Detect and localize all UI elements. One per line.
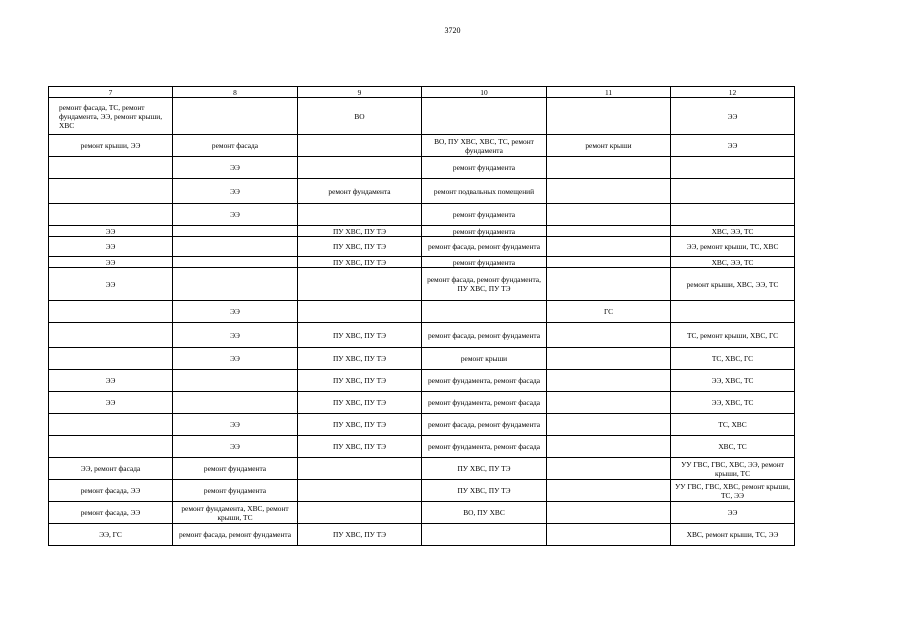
table-cell-col-7: ЭЭ bbox=[49, 392, 173, 414]
table-row bbox=[49, 323, 795, 348]
table-row bbox=[49, 237, 795, 257]
table-cell-col-7 bbox=[49, 179, 173, 204]
column-header-10: 10 bbox=[422, 87, 547, 98]
table-header bbox=[49, 87, 795, 98]
table-cell-col-10: ремонт фундамента, ремонт фасада bbox=[422, 392, 547, 414]
table-cell-col-12: ЭЭ bbox=[671, 502, 795, 524]
table-row bbox=[49, 370, 795, 392]
table-cell-col-11 bbox=[547, 257, 671, 268]
table-cell-col-9: ремонт фундамента bbox=[298, 179, 422, 204]
table-cell-col-9: ПУ ХВС, ПУ ТЭ bbox=[298, 414, 422, 436]
table-cell-col-8 bbox=[173, 370, 298, 392]
table-cell-col-9: ВО bbox=[298, 98, 422, 135]
table-cell-col-9: ПУ ХВС, ПУ ТЭ bbox=[298, 226, 422, 237]
table-body bbox=[49, 98, 795, 546]
table-cell-col-11 bbox=[547, 157, 671, 179]
table-row bbox=[49, 502, 795, 524]
table-cell-col-10: ВО, ПУ ХВС, ХВС, ТС, ремонт фундамента bbox=[422, 135, 547, 157]
table-cell-col-8: ЭЭ bbox=[173, 179, 298, 204]
page-number: 3720 bbox=[444, 26, 461, 35]
table-cell-col-9 bbox=[298, 268, 422, 301]
table-row bbox=[49, 204, 795, 226]
table-cell-col-8: ремонт фасада bbox=[173, 135, 298, 157]
table-cell-col-10: ремонт крыши bbox=[422, 348, 547, 370]
table-cell-col-8: ЭЭ bbox=[173, 348, 298, 370]
table-cell-col-7 bbox=[49, 436, 173, 458]
table-row bbox=[49, 257, 795, 268]
table-row bbox=[49, 524, 795, 546]
table-cell-col-8: ремонт фасада, ремонт фундамента bbox=[173, 524, 298, 546]
table-cell-col-10: ремонт фасада, ремонт фундамента bbox=[422, 323, 547, 348]
table-cell-col-12: ХВС, ЭЭ, ТС bbox=[671, 226, 795, 237]
table-cell-col-9: ПУ ХВС, ПУ ТЭ bbox=[298, 370, 422, 392]
table-cell-col-11 bbox=[547, 392, 671, 414]
table-cell-col-9 bbox=[298, 458, 422, 480]
table-cell-col-7 bbox=[49, 414, 173, 436]
table-cell-col-8: ремонт фундамента bbox=[173, 480, 298, 502]
table-cell-col-10: ПУ ХВС, ПУ ТЭ bbox=[422, 458, 547, 480]
table-cell-col-12: ЭЭ, ХВС, ТС bbox=[671, 392, 795, 414]
table-cell-col-12 bbox=[671, 179, 795, 204]
table-cell-col-7: ремонт фасада, ЭЭ bbox=[49, 502, 173, 524]
table-cell-col-8: ремонт фундамента bbox=[173, 458, 298, 480]
column-header-12: 12 bbox=[671, 87, 795, 98]
table-cell-col-9: ПУ ХВС, ПУ ТЭ bbox=[298, 348, 422, 370]
table-cell-col-7 bbox=[49, 204, 173, 226]
table-cell-col-11 bbox=[547, 502, 671, 524]
column-header-8: 8 bbox=[173, 87, 298, 98]
table-cell-col-9: ПУ ХВС, ПУ ТЭ bbox=[298, 237, 422, 257]
table-cell-col-7: ЭЭ, ГС bbox=[49, 524, 173, 546]
table-cell-col-10: ремонт фасада, ремонт фундамента bbox=[422, 414, 547, 436]
table-cell-col-12: ХВС, ТС bbox=[671, 436, 795, 458]
table-row bbox=[49, 348, 795, 370]
table-cell-col-11 bbox=[547, 436, 671, 458]
table-cell-col-10: ремонт фасада, ремонт фундамента, ПУ ХВС, ПУ ТЭ bbox=[422, 268, 547, 301]
table-cell-col-9 bbox=[298, 135, 422, 157]
table-cell-col-7: ЭЭ bbox=[49, 268, 173, 301]
table-cell-col-12: ЭЭ bbox=[671, 135, 795, 157]
table-cell-col-12 bbox=[671, 301, 795, 323]
table-cell-col-12 bbox=[671, 204, 795, 226]
table-cell-col-12: ЭЭ bbox=[671, 98, 795, 135]
table-row bbox=[49, 414, 795, 436]
table-cell-col-7 bbox=[49, 323, 173, 348]
table-cell-col-11 bbox=[547, 226, 671, 237]
table-cell-col-10: ремонт фундамента, ремонт фасада bbox=[422, 436, 547, 458]
table-cell-col-12: ремонт крыши, ХВС, ЭЭ, ТС bbox=[671, 268, 795, 301]
table-cell-col-8: ЭЭ bbox=[173, 414, 298, 436]
table-cell-col-9: ПУ ХВС, ПУ ТЭ bbox=[298, 524, 422, 546]
table-row bbox=[49, 458, 795, 480]
table-cell-col-8 bbox=[173, 98, 298, 135]
table-cell-col-11: ГС bbox=[547, 301, 671, 323]
column-header-11: 11 bbox=[547, 87, 671, 98]
table-cell-col-10 bbox=[422, 98, 547, 135]
table-cell-col-9 bbox=[298, 157, 422, 179]
table-cell-col-12: ХВС, ЭЭ, ТС bbox=[671, 257, 795, 268]
table-cell-col-8: ЭЭ bbox=[173, 204, 298, 226]
table-cell-col-11 bbox=[547, 98, 671, 135]
table-row bbox=[49, 392, 795, 414]
table-cell-col-7: ЭЭ bbox=[49, 257, 173, 268]
table-row bbox=[49, 226, 795, 237]
table-cell-col-8 bbox=[173, 257, 298, 268]
table-cell-col-12: ТС, ХВС bbox=[671, 414, 795, 436]
column-header-7: 7 bbox=[49, 87, 173, 98]
table-cell-col-11 bbox=[547, 179, 671, 204]
table-cell-col-12: ХВС, ремонт крыши, ТС, ЭЭ bbox=[671, 524, 795, 546]
table-cell-col-8 bbox=[173, 392, 298, 414]
table-row bbox=[49, 268, 795, 301]
table-cell-col-7 bbox=[49, 301, 173, 323]
table-cell-col-12: УУ ГВС, ГВС, ХВС, ЭЭ, ремонт крыши, ТС bbox=[671, 458, 795, 480]
table-cell-col-9 bbox=[298, 204, 422, 226]
table-cell-col-10 bbox=[422, 524, 547, 546]
table-cell-col-11 bbox=[547, 323, 671, 348]
table-cell-col-12: ЭЭ, ремонт крыши, ТС, ХВС bbox=[671, 237, 795, 257]
table-cell-col-10 bbox=[422, 301, 547, 323]
table-cell-col-11 bbox=[547, 348, 671, 370]
table-cell-col-7 bbox=[49, 157, 173, 179]
table-cell-col-8: ЭЭ bbox=[173, 323, 298, 348]
table-cell-col-9: ПУ ХВС, ПУ ТЭ bbox=[298, 436, 422, 458]
table-row bbox=[49, 157, 795, 179]
works-table bbox=[48, 86, 795, 546]
table-cell-col-9: ПУ ХВС, ПУ ТЭ bbox=[298, 323, 422, 348]
table-cell-col-7: ЭЭ, ремонт фасада bbox=[49, 458, 173, 480]
table-cell-col-8 bbox=[173, 268, 298, 301]
table-cell-col-11 bbox=[547, 268, 671, 301]
table-cell-col-7: ЭЭ bbox=[49, 370, 173, 392]
table-cell-col-12: ЭЭ, ХВС, ТС bbox=[671, 370, 795, 392]
table-cell-col-7: ремонт фасада, ЭЭ bbox=[49, 480, 173, 502]
table-cell-col-11: ремонт крыши bbox=[547, 135, 671, 157]
table-row bbox=[49, 480, 795, 502]
table-cell-col-8: ЭЭ bbox=[173, 301, 298, 323]
table-cell-col-11 bbox=[547, 237, 671, 257]
table-cell-col-12: УУ ГВС, ГВС, ХВС, ремонт крыши, ТС, ЭЭ bbox=[671, 480, 795, 502]
table-cell-col-11 bbox=[547, 204, 671, 226]
column-header-9: 9 bbox=[298, 87, 422, 98]
table-cell-col-9: ПУ ХВС, ПУ ТЭ bbox=[298, 257, 422, 268]
table-cell-col-8 bbox=[173, 226, 298, 237]
table-cell-col-7: ЭЭ bbox=[49, 237, 173, 257]
table-cell-col-10: ВО, ПУ ХВС bbox=[422, 502, 547, 524]
table-cell-col-10: ремонт фундамента bbox=[422, 257, 547, 268]
table-row bbox=[49, 98, 795, 135]
table-cell-col-9 bbox=[298, 502, 422, 524]
table-cell-col-12: ТС, ХВС, ГС bbox=[671, 348, 795, 370]
table-cell-col-7: ремонт крыши, ЭЭ bbox=[49, 135, 173, 157]
table-cell-col-9 bbox=[298, 480, 422, 502]
header-row bbox=[49, 87, 795, 98]
table-cell-col-8: ЭЭ bbox=[173, 157, 298, 179]
table-cell-col-7 bbox=[49, 348, 173, 370]
table-cell-col-10: ремонт подвальных помещений bbox=[422, 179, 547, 204]
table-cell-col-10: ремонт фундамента, ремонт фасада bbox=[422, 370, 547, 392]
table-cell-col-8: ЭЭ bbox=[173, 436, 298, 458]
table-cell-col-9: ПУ ХВС, ПУ ТЭ bbox=[298, 392, 422, 414]
table-row bbox=[49, 436, 795, 458]
table-cell-col-10: ремонт фундамента bbox=[422, 157, 547, 179]
table-cell-col-8 bbox=[173, 237, 298, 257]
table-cell-col-10: ремонт фундамента bbox=[422, 226, 547, 237]
table-cell-col-11 bbox=[547, 524, 671, 546]
table-cell-col-11 bbox=[547, 370, 671, 392]
table-cell-col-12: ТС, ремонт крыши, ХВС, ГС bbox=[671, 323, 795, 348]
table-cell-col-10: ремонт фундамента bbox=[422, 204, 547, 226]
table-cell-col-11 bbox=[547, 480, 671, 502]
table-cell-col-8: ремонт фундамента, ХВС, ремонт крыши, ТС bbox=[173, 502, 298, 524]
table-cell-col-10: ремонт фасада, ремонт фундамента bbox=[422, 237, 547, 257]
table-cell-col-11 bbox=[547, 414, 671, 436]
table-row bbox=[49, 301, 795, 323]
table-cell-col-9 bbox=[298, 301, 422, 323]
table-cell-col-10: ПУ ХВС, ПУ ТЭ bbox=[422, 480, 547, 502]
table-cell-col-12 bbox=[671, 157, 795, 179]
table-row bbox=[49, 135, 795, 157]
table-cell-col-11 bbox=[547, 458, 671, 480]
table-cell-col-7: ЭЭ bbox=[49, 226, 173, 237]
table-cell-col-7: ремонт фасада, ТС, ремонт фундамента, ЭЭ, ремонт крыши, ХВС bbox=[49, 98, 173, 135]
table-row bbox=[49, 179, 795, 204]
